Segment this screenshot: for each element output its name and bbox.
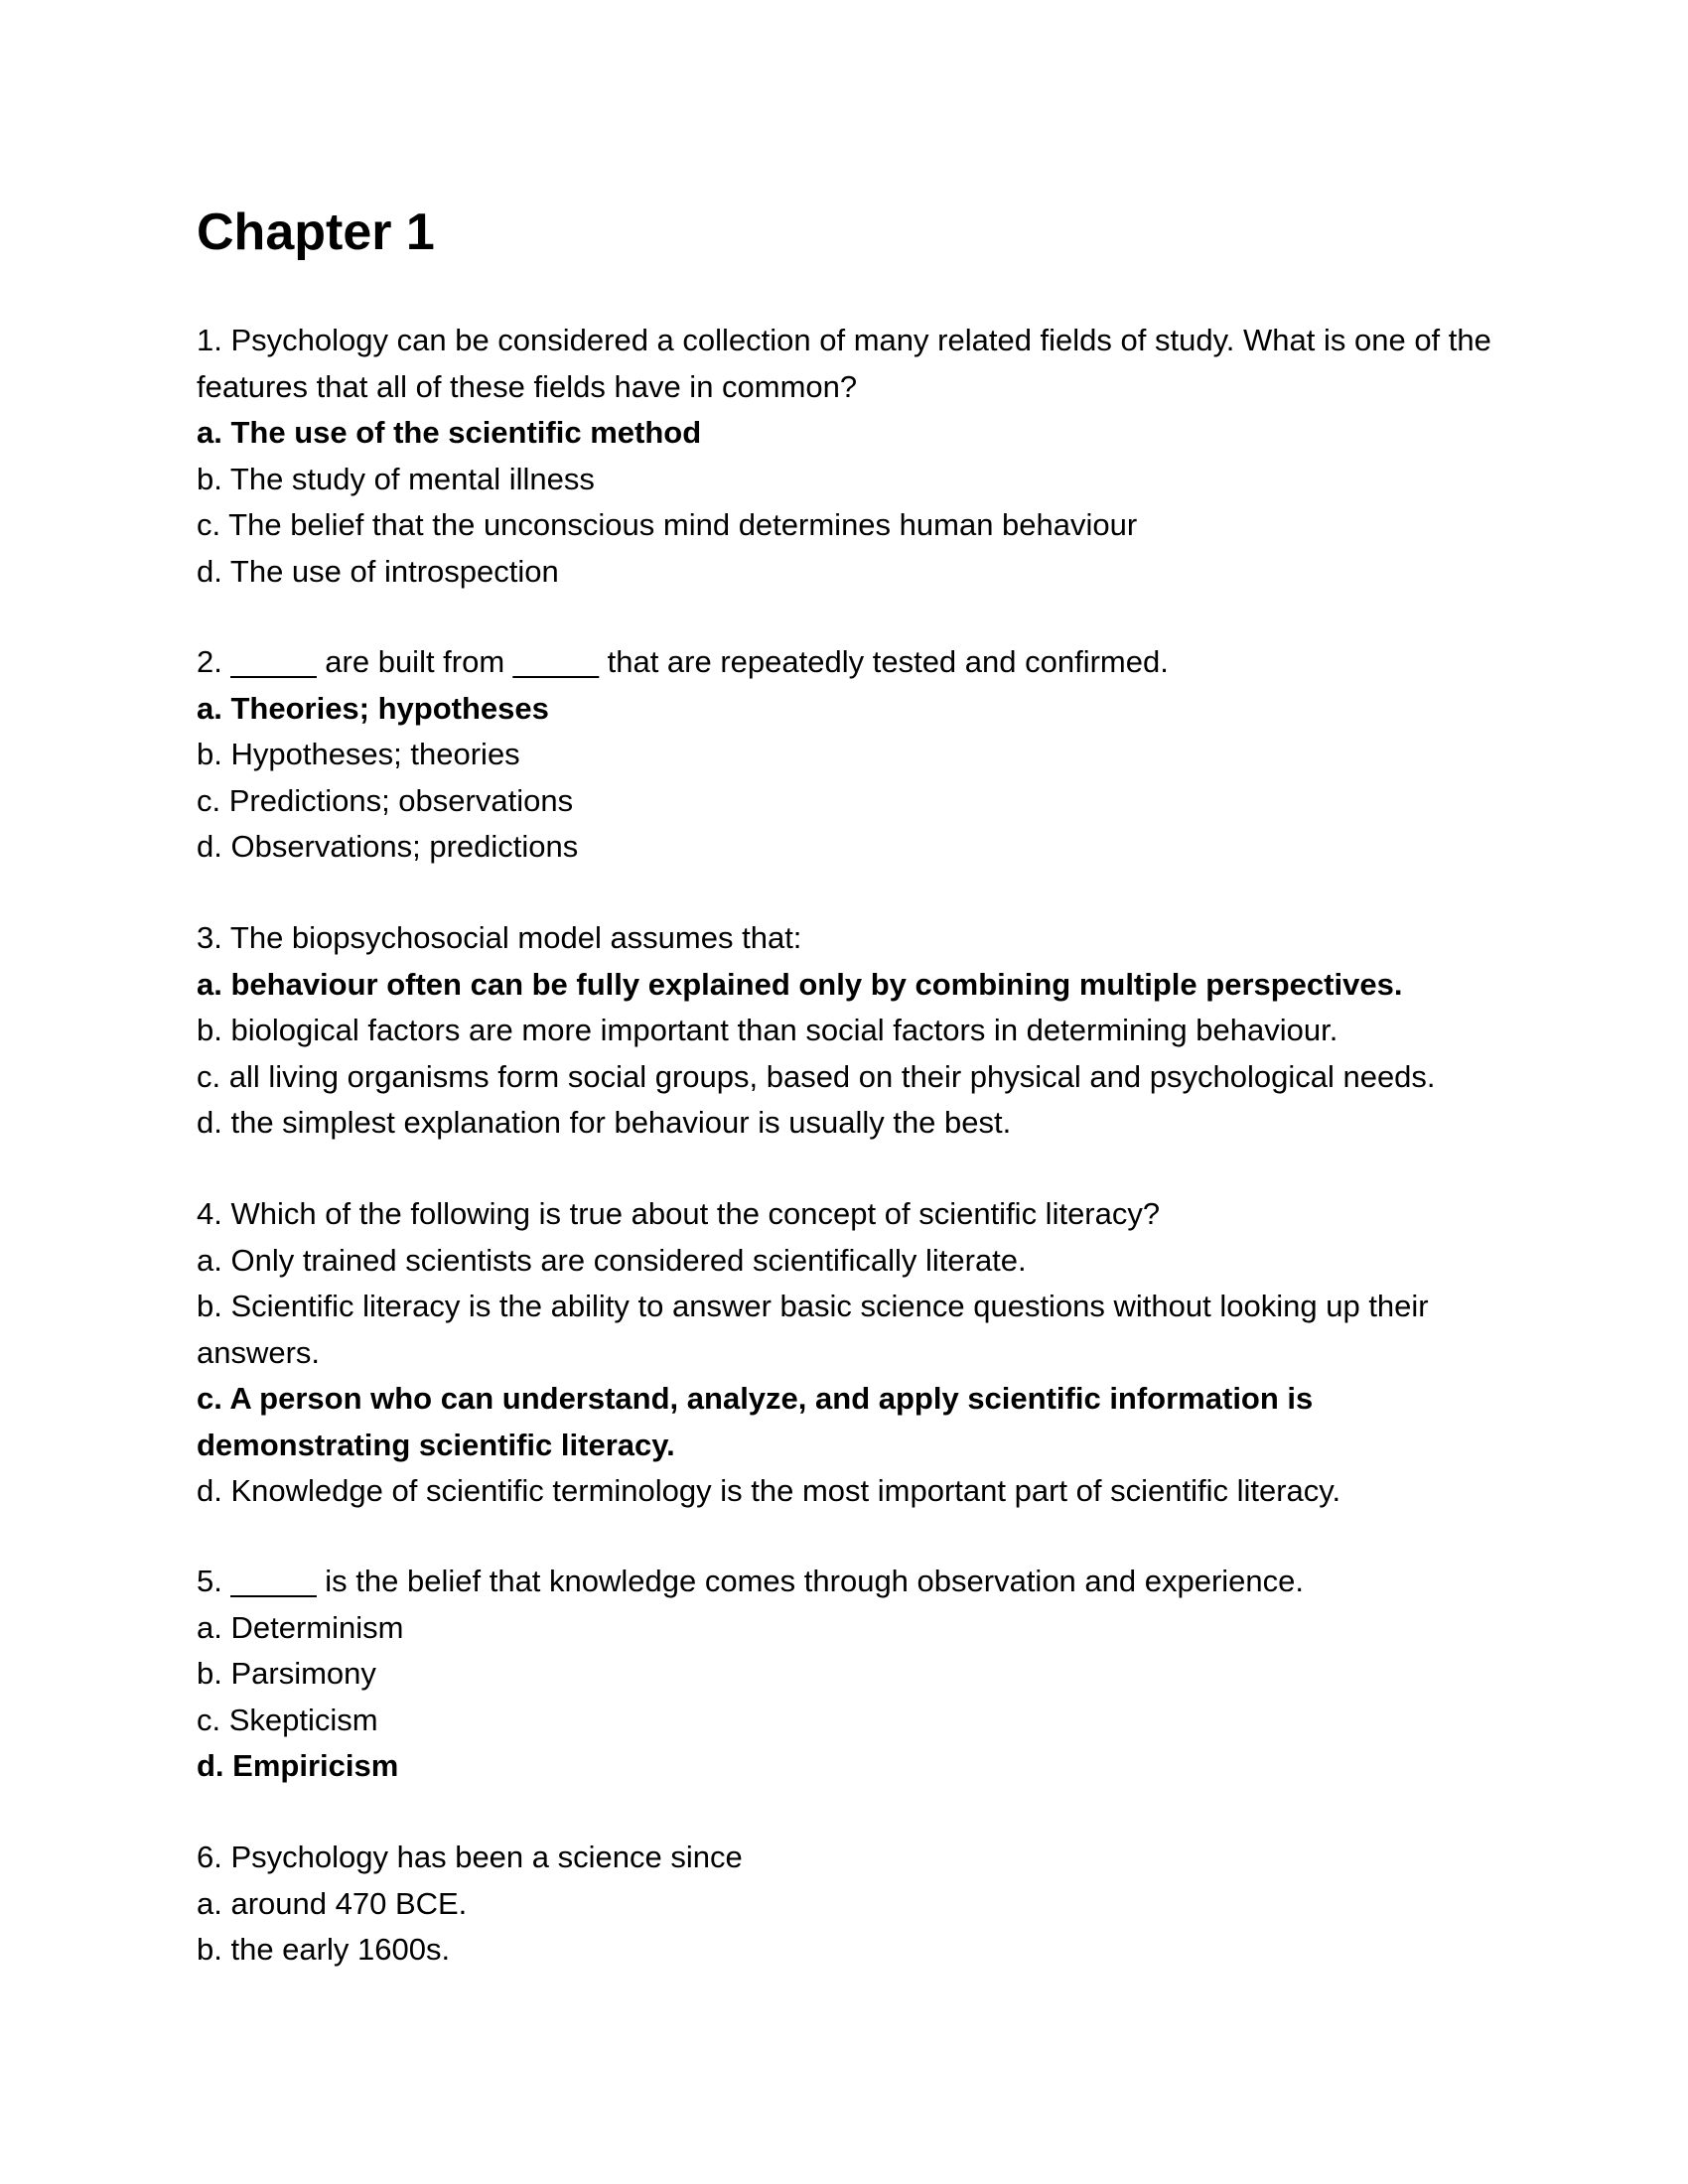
answer-option: c. The belief that the unconscious mind determines human behaviour xyxy=(197,507,1138,542)
answer-option: a. around 470 BCE. xyxy=(197,1885,468,1921)
answer-option: c. Skepticism xyxy=(197,1702,378,1737)
question-stem: 2. _____ are built from _____ that are repeatedly tested and confirmed. xyxy=(197,644,1169,679)
answer-option-correct: a. behaviour often can be fully explained only by combining multiple perspectives. xyxy=(197,966,1403,1002)
question-stem: 5. _____ is the belief that knowledge comes through observation and experience. xyxy=(197,1564,1305,1598)
question-1 xyxy=(197,318,1507,595)
question-2 xyxy=(197,639,1507,871)
answer-option: b. the early 1600s. xyxy=(197,1932,451,1967)
answer-option: d. the simplest explanation for behaviour is usually the best. xyxy=(197,1105,1012,1140)
answer-option-correct: a. Theories; hypotheses xyxy=(197,690,549,726)
question-4 xyxy=(197,1191,1507,1515)
answer-option: b. Hypotheses; theories xyxy=(197,737,520,771)
question-6 xyxy=(197,1835,1507,1974)
answer-option: a. Determinism xyxy=(197,1609,404,1645)
answer-option: d. Knowledge of scientific terminology is the most important part of scientific literacy. xyxy=(197,1473,1341,1508)
question-3 xyxy=(197,915,1507,1147)
page-title: Chapter 1 xyxy=(197,204,435,261)
answer-option: b. The study of mental illness xyxy=(197,461,595,496)
answer-option: d. Observations; predictions xyxy=(197,829,579,864)
answer-option: b. Scientific literacy is the ability to answer basic science questions without looking up their answers. xyxy=(197,1289,1429,1370)
question-stem: 6. Psychology has been a science since xyxy=(197,1840,743,1874)
question-5 xyxy=(197,1559,1507,1790)
answer-option: b. Parsimony xyxy=(197,1656,376,1691)
answer-option-correct: c. A person who can understand, analyze, and apply scientific information is demonstrating scientific literacy. xyxy=(197,1381,1314,1462)
answer-option: d. The use of introspection xyxy=(197,553,559,589)
question-stem: 3. The biopsychosocial model assumes that: xyxy=(197,920,802,955)
question-stem: 4. Which of the following is true about the concept of scientific literacy? xyxy=(197,1196,1161,1231)
answer-option: c. Predictions; observations xyxy=(197,782,574,818)
answer-option: a. Only trained scientists are considered scientifically literate. xyxy=(197,1242,1027,1278)
answer-option-correct: d. Empiricism xyxy=(197,1748,399,1783)
answer-option: c. all living organisms form social groups, based on their physical and psychological needs. xyxy=(197,1058,1436,1094)
answer-option: b. biological factors are more important than social factors in determining behaviour. xyxy=(197,1013,1338,1047)
answer-option-correct: a. The use of the scientific method xyxy=(197,415,702,450)
question-stem: 1. Psychology can be considered a collection of many related fields of study. What is one of the features that all of these fields have in common? xyxy=(197,323,1491,404)
